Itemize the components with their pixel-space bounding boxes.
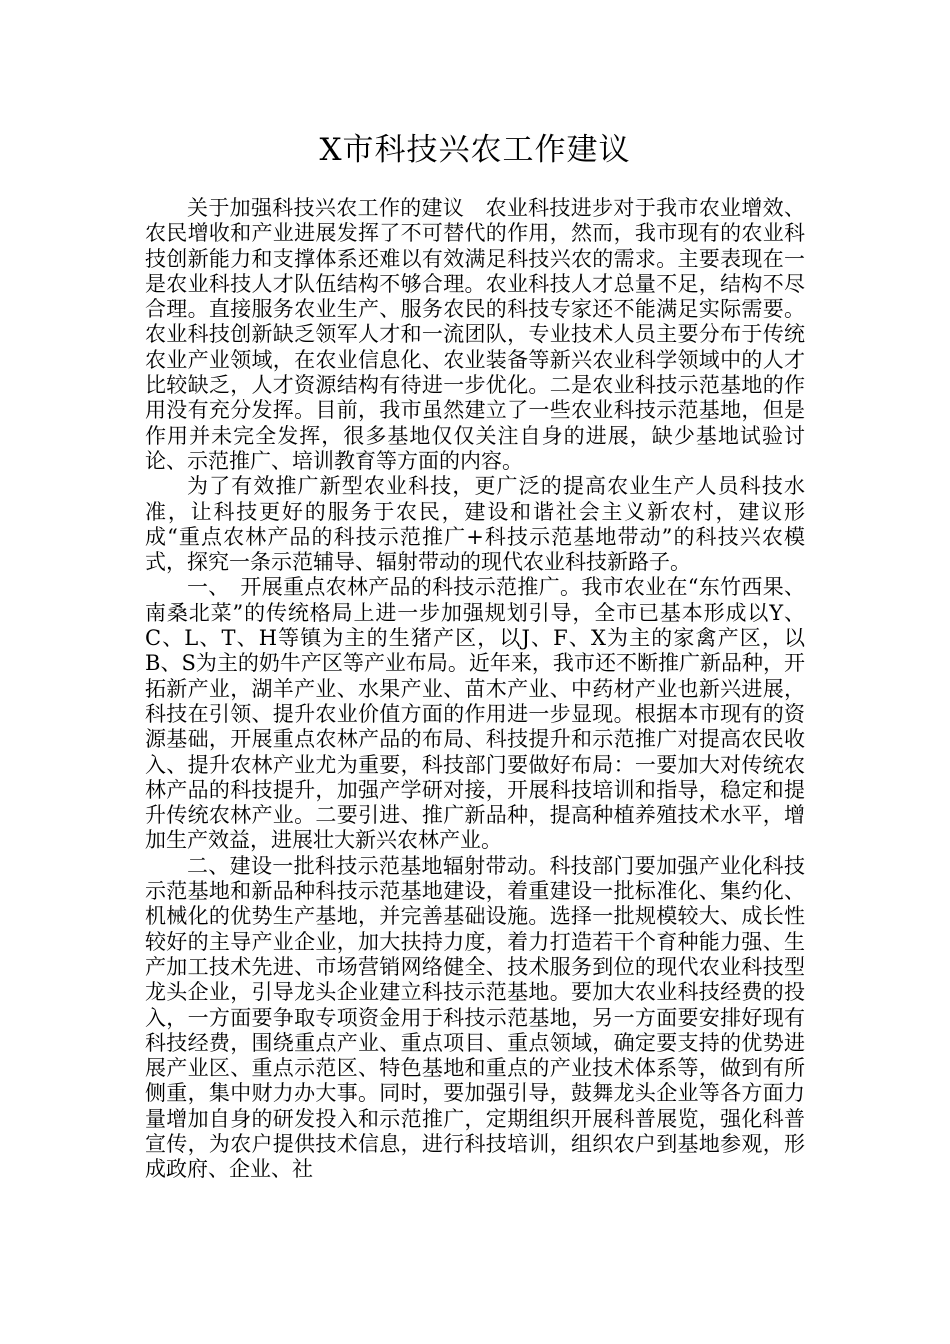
document-body — [145, 196, 805, 1183]
paragraph-section-two: 二、建设一批科技示范基地辐射带动。科技部门要加强产业化科技示范基地和新品种科技示范基地建设，着重建设一批标准化、集约化、机械化的优势生产基地，并完善基础设施。选择一批规模较大、成长性较好的主导产业企业，加大扶持力度，着力打造若干个育种能力强、生产加工技术先进、市场营销网络健全、技术服务到位的现代农业科技型龙头企业，引导龙头企业建立科技示范基地。要加大农业科技经费的投入，一方面要争取专项资金用于科技示范基地，另一方面要安排好现有科技经费，围绕重点产业、重点项目、重点领域，确定要支持的优势进展产业区、重点示范区、特色基地和重点的产业技术体系等，做到有所侧重，集中财力办大事。同时，要加强引导，鼓舞龙头企业等各方面力量增加自身的研发投入和示范推广，定期组织开展科普展览，强化科普宣传，为农户提供技术信息，进行科技培训，组织农户到基地参观，形成政府、企业、社 — [145, 853, 805, 1182]
paragraph-intro: 关于加强科技兴农工作的建议 农业科技进步对于我市农业增效、农民增收和产业进展发挥了不可替代的作用，然而，我市现有的农业科技创新能力和支撑体系还难以有效满足科技兴农的需求。主要表现在一是农业科技人才队伍结构不够合理。农业科技人才总量不足，结构不尽合理。直接服务农业生产、服务农民的科技专家还不能满足实际需要。农业科技创新缺乏领军人才和一流团队，专业技术人员主要分布于传统农业产业领域，在农业信息化、农业装备等新兴农业科学领域中的人才比较缺乏，人才资源结构有待进一步优化。二是农业科技示范基地的作用没有充分发挥。目前，我市虽然建立了一些农业科技示范基地，但是作用并未完全发挥，很多基地仅仅关注自身的进展，缺少基地试验讨论、示范推广、培训教育等方面的内容。 — [145, 196, 805, 473]
paragraph-section-one: 一、 开展重点农林产品的科技示范推广。我市农业在“东竹西果、南桑北菜”的传统格局上进一步加强规划引导，全市已基本形成以Y、C、L、T、H等镇为主的生猪产区，以J、F、X为主的家禽产区，以B、S为主的奶牛产区等产业布局。近年来，我市还不断推广新品种，开拓新产业，湖羊产业、水果产业、苗木产业、中药材产业也新兴进展，科技在引领、提升农业价值方面的作用进一步显现。根据本市现有的资源基础，开展重点农林产品的布局、科技提升和示范推广对提高农民收入、提升农林产业尤为重要，科技部门要做好布局：一要加大对传统农林产品的科技提升，加强产学研对接，开展科技培训和指导，稳定和提升传统农林产业。二要引进、推广新品种，提高种植养殖技术水平，增加生产效益，进展壮大新兴农林产业。 — [145, 575, 805, 853]
paragraph-proposal: 为了有效推广新型农业科技，更广泛的提高农业生产人员科技水准，让科技更好的服务于农民，建设和谐社会主义新农村，建议形成“重点农林产品的科技示范推广+科技示范基地带动”的科技兴农模式，探究一条示范辅导、辐射带动的现代农业科技新路子。 — [145, 474, 805, 575]
document-title: X市科技兴农工作建议 — [319, 132, 631, 168]
